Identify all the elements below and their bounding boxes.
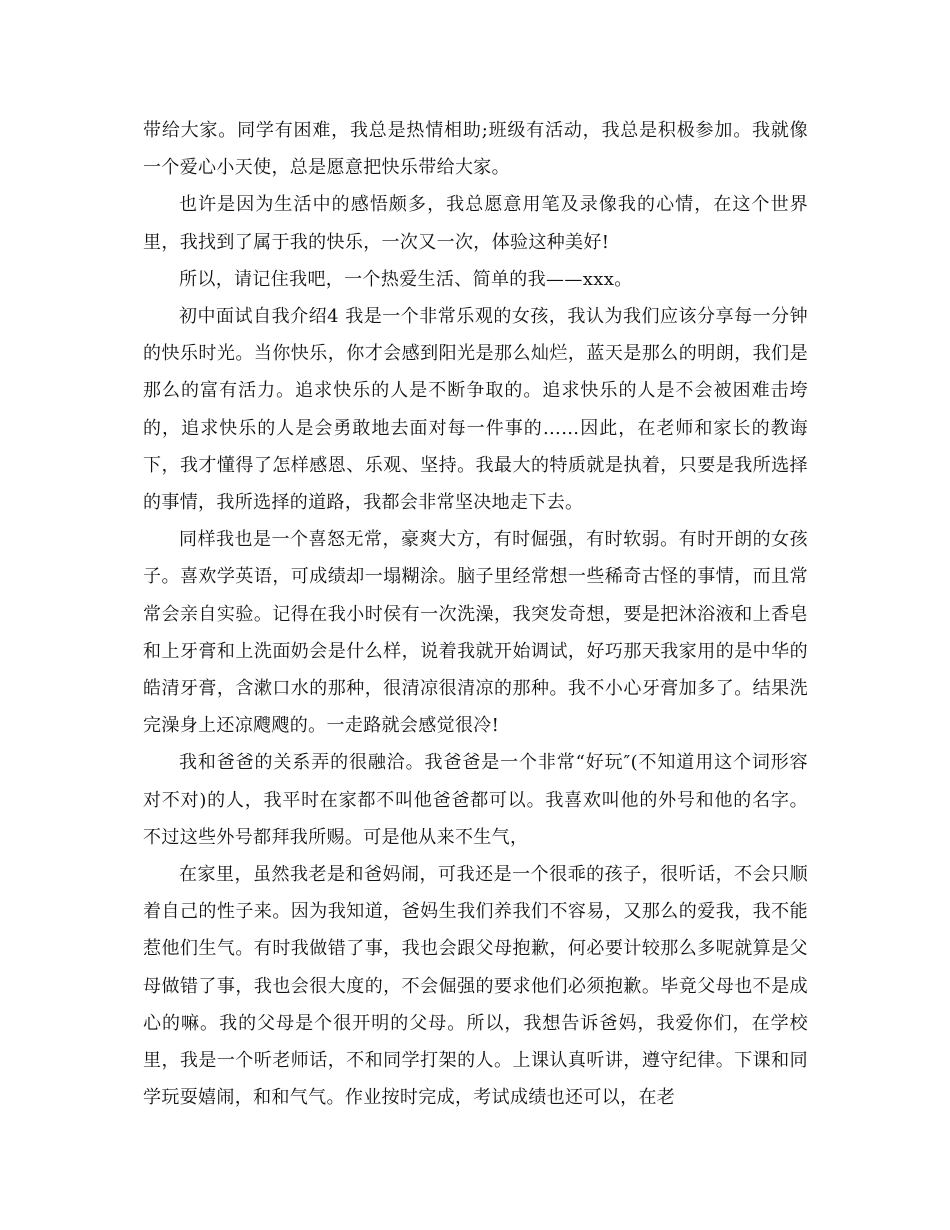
paragraph-personality: 同样我也是一个喜怒无常，豪爽大方，有时倔强，有时软弱。有时开朗的女孩子。喜欢学英语，可成绩却一塌糊涂。脑子里经常想一些稀奇古怪的事情，而且常常会亲自实验。记得在我小时侯有一次洗澡，我突发奇想，要是把沐浴液和上香皂和上牙膏和上洗面奶会是什么样，说着我就开始调试，好巧那天我家用的是中华的皓清牙膏，含漱口水的那种，很清凉很清凉的那种。我不小心牙膏加多了。结果洗完澡身上还凉飕飕的。一走路就会感觉很冷! <box>143 529 808 737</box>
document-body <box>143 112 808 1116</box>
paragraph-remember-me: 所以，请记住我吧，一个热爱生活、简单的我——xxx。 <box>179 268 633 290</box>
paragraph-father: 我和爸爸的关系弄的很融洽。我爸爸是一个非常“好玩″(不知道用这个词形容对不对)的人，我平时在家都不叫他爸爸都可以。我喜欢叫他的外号和他的名字。不过这些外号都拜我所赐。可是他从来不生气， <box>143 752 808 848</box>
paragraph-feelings: 也许是因为生活中的感悟颇多，我总愿意用笔及录像我的心情，在这个世界里，我找到了属于我的快乐，一次又一次，体验这种美好! <box>143 194 808 253</box>
paragraph-intro-4: 初中面试自我介绍4 我是一个非常乐观的女孩，我认为我们应该分享每一分钟的快乐时光。当你快乐，你才会感到阳光是那么灿烂，蓝天是那么的明朗，我们是那么的富有活力。追求快乐的人是不断争取的。追求快乐的人是不会被困难击垮的，追求快乐的人是会勇敢地去面对每一件事的……因此，在老师和家长的教诲下，我才懂得了怎样感恩、乐观、坚持。我最大的特质就是执着，只要是我所选择的事情，我所选择的道路，我都会非常坚决地走下去。 <box>143 306 808 514</box>
paragraph-continuation: 带给大家。同学有困难，我总是热情相助;班级有活动，我总是积极参加。我就像一个爱心小天使，总是愿意把快乐带给大家。 <box>143 120 808 179</box>
paragraph-home-school: 在家里，虽然我老是和爸妈闹，可我还是一个很乖的孩子，很听话，不会只顺着自己的性子来。因为我知道，爸妈生我们养我们不容易，又那么的爱我，我不能惹他们生气。有时我做错了事，我也会跟父母抱歉，何必要计较那么多呢就算是父母做错了事，我也会很大度的，不会倔强的要求他们必须抱歉。毕竟父母也不是成心的嘛。我的父母是个很开明的父母。所以，我想告诉爸妈，我爱你们，在学校里，我是一个听老师话，不和同学打架的人。上课认真听讲，遵守纪律。下课和同学玩耍嬉闹，和和气气。作业按时完成，考试成绩也还可以，在老 <box>143 864 808 1109</box>
